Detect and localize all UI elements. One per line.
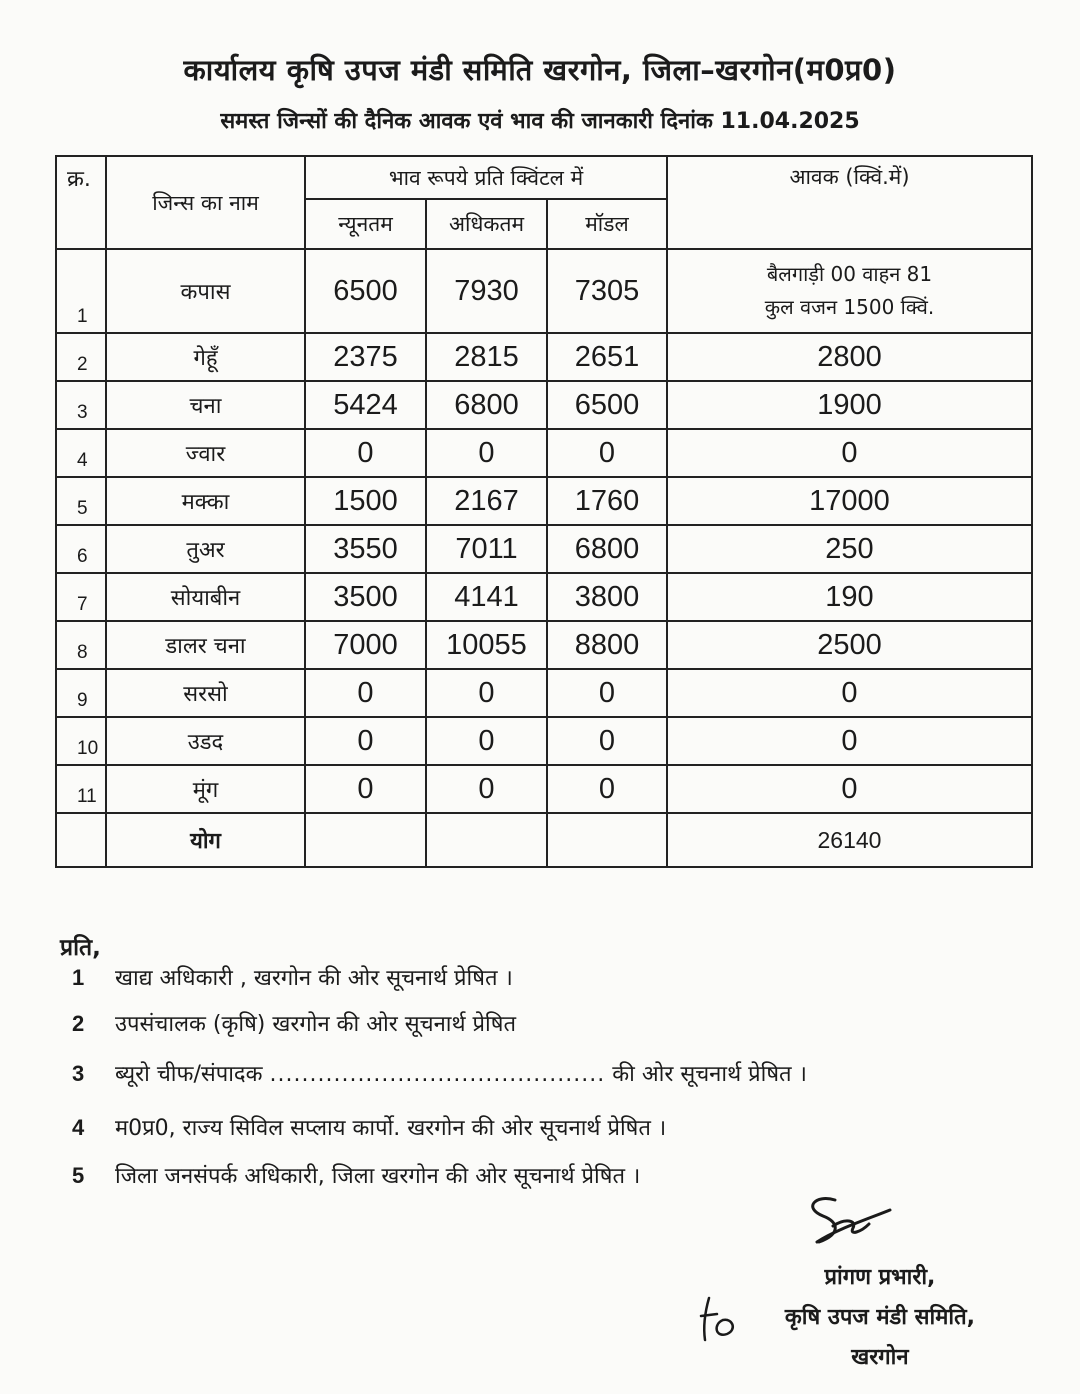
for-officer-mark bbox=[695, 1290, 745, 1345]
row-modal: 0 bbox=[547, 669, 667, 717]
row-arrival: 2500 bbox=[667, 621, 1032, 669]
row-serial: 11 bbox=[56, 765, 106, 813]
recipient-fill-dots: .......................................... bbox=[269, 1062, 606, 1087]
row-arrival: 0 bbox=[667, 765, 1032, 813]
row-min: 7000 bbox=[305, 621, 426, 669]
row-serial: 5 bbox=[56, 477, 106, 525]
total-min-empty bbox=[305, 813, 426, 867]
row-modal: 6800 bbox=[547, 525, 667, 573]
row-commodity: सोयाबीन bbox=[106, 573, 305, 621]
recipient-text: म0प्र0, राज्य सिविल सप्लाय कार्पो. खरगोन की ओर सूचनार्थ प्रेषित । bbox=[115, 1116, 667, 1141]
row-serial: 9 bbox=[56, 669, 106, 717]
total-row bbox=[56, 813, 1032, 867]
row-arrival: 1900 bbox=[667, 381, 1032, 429]
row-max: 0 bbox=[426, 717, 547, 765]
row-modal: 1760 bbox=[547, 477, 667, 525]
row-max: 0 bbox=[426, 765, 547, 813]
signoff-organization: कृषि उपज मंडी समिति, bbox=[784, 1305, 975, 1330]
header-name: जिन्स का नाम bbox=[106, 156, 305, 249]
recipient-item bbox=[72, 1008, 516, 1038]
row-modal: 7305 bbox=[547, 249, 667, 333]
signoff-designation: प्रांगण प्रभारी, bbox=[824, 1265, 936, 1290]
recipient-text: उपसंचालक (कृषि) खरगोन की ओर सूचनार्थ प्रेषित bbox=[115, 1012, 517, 1037]
row-min: 0 bbox=[305, 765, 426, 813]
recipient-text: खाद्य अधिकारी , खरगोन की ओर सूचनार्थ प्रेषित । bbox=[115, 966, 513, 991]
row-arrival: 250 bbox=[667, 525, 1032, 573]
row-min: 0 bbox=[305, 429, 426, 477]
row-min: 5424 bbox=[305, 381, 426, 429]
row-min: 2375 bbox=[305, 333, 426, 381]
header-price-group: भाव रूपये प्रति क्विंटल में bbox=[305, 156, 667, 199]
header-serial: क्र. bbox=[56, 156, 106, 249]
row-serial: 1 bbox=[56, 249, 106, 333]
row-modal: 0 bbox=[547, 765, 667, 813]
row-min: 0 bbox=[305, 717, 426, 765]
table-row bbox=[56, 249, 1032, 333]
header-modal: मॉडल bbox=[547, 199, 667, 249]
row-min: 1500 bbox=[305, 477, 426, 525]
row-arrival: 0 bbox=[667, 669, 1032, 717]
recipients-heading: प्रति, bbox=[60, 935, 101, 961]
table-row bbox=[56, 717, 1032, 765]
row-serial: 3 bbox=[56, 381, 106, 429]
row-serial: 2 bbox=[56, 333, 106, 381]
row-modal: 3800 bbox=[547, 573, 667, 621]
row-max: 4141 bbox=[426, 573, 547, 621]
row-serial: 4 bbox=[56, 429, 106, 477]
total-max-empty bbox=[426, 813, 547, 867]
document-subtitle: समस्त जिन्सों की दैनिक आवक एवं भाव की जानकारी दिनांक 11.04.2025 bbox=[220, 109, 860, 134]
rates-table bbox=[55, 155, 1033, 868]
row-commodity: चना bbox=[106, 381, 305, 429]
header-arrival: आवक (क्विं.में) bbox=[667, 156, 1032, 249]
table-row bbox=[56, 429, 1032, 477]
header-max: अधिकतम bbox=[426, 199, 547, 249]
table-row bbox=[56, 765, 1032, 813]
row-commodity: कपास bbox=[106, 249, 305, 333]
row-arrival: 17000 bbox=[667, 477, 1032, 525]
arrival-vehicles: बैलगाड़ी 00 वाहन 81 bbox=[766, 262, 933, 286]
row-modal: 0 bbox=[547, 717, 667, 765]
row-max: 2815 bbox=[426, 333, 547, 381]
row-max: 0 bbox=[426, 669, 547, 717]
total-arrival: 26140 bbox=[667, 813, 1032, 867]
table-row bbox=[56, 621, 1032, 669]
recipient-item bbox=[72, 962, 513, 992]
row-min: 3500 bbox=[305, 573, 426, 621]
row-commodity: ज्वार bbox=[106, 429, 305, 477]
recipient-number: 4 bbox=[72, 1115, 85, 1140]
table-row bbox=[56, 525, 1032, 573]
document-title: कार्यालय कृषि उपज मंडी समिति खरगोन, जिला–खरगोन(म0प्र0) bbox=[183, 53, 897, 87]
row-max: 7930 bbox=[426, 249, 547, 333]
signoff-block bbox=[785, 1258, 975, 1378]
row-modal: 0 bbox=[547, 429, 667, 477]
row-serial: 7 bbox=[56, 573, 106, 621]
recipient-item bbox=[72, 1160, 640, 1190]
row-commodity: मक्का bbox=[106, 477, 305, 525]
row-commodity: उडद bbox=[106, 717, 305, 765]
recipient-text-b: की ओर सूचनार्थ प्रेषित । bbox=[612, 1062, 807, 1087]
table-row bbox=[56, 477, 1032, 525]
signoff-place: खरगोन bbox=[851, 1345, 909, 1370]
row-serial: 10 bbox=[56, 717, 106, 765]
table-row bbox=[56, 669, 1032, 717]
signature-mark bbox=[795, 1190, 905, 1260]
header-row bbox=[56, 156, 1032, 199]
row-commodity: सरसो bbox=[106, 669, 305, 717]
row-max: 7011 bbox=[426, 525, 547, 573]
row-commodity: मूंग bbox=[106, 765, 305, 813]
recipient-item bbox=[72, 1058, 807, 1088]
row-modal: 6500 bbox=[547, 381, 667, 429]
row-arrival: 0 bbox=[667, 717, 1032, 765]
row-arrival: 190 bbox=[667, 573, 1032, 621]
table-row bbox=[56, 381, 1032, 429]
row-arrival bbox=[667, 249, 1032, 333]
row-commodity: डालर चना bbox=[106, 621, 305, 669]
row-min: 3550 bbox=[305, 525, 426, 573]
recipient-item bbox=[72, 1112, 666, 1142]
row-commodity: गेहूँ bbox=[106, 333, 305, 381]
row-serial: 6 bbox=[56, 525, 106, 573]
row-max: 10055 bbox=[426, 621, 547, 669]
recipient-number: 2 bbox=[72, 1011, 85, 1036]
row-arrival: 0 bbox=[667, 429, 1032, 477]
recipient-number: 1 bbox=[72, 965, 85, 990]
recipient-text-a: ब्यूरो चीफ/संपादक bbox=[115, 1062, 263, 1087]
row-commodity: तुअर bbox=[106, 525, 305, 573]
recipient-number: 3 bbox=[72, 1061, 85, 1086]
table-row bbox=[56, 333, 1032, 381]
arrival-weight: कुल वजन 1500 क्विं. bbox=[764, 295, 935, 319]
row-serial: 8 bbox=[56, 621, 106, 669]
row-min: 0 bbox=[305, 669, 426, 717]
total-serial-empty bbox=[56, 813, 106, 867]
recipient-number: 5 bbox=[72, 1163, 85, 1188]
header-min: न्यूनतम bbox=[305, 199, 426, 249]
table-row bbox=[56, 573, 1032, 621]
row-modal: 8800 bbox=[547, 621, 667, 669]
recipient-text: जिला जनसंपर्क अधिकारी, जिला खरगोन की ओर सूचनार्थ प्रेषित । bbox=[115, 1164, 641, 1189]
row-max: 0 bbox=[426, 429, 547, 477]
row-max: 2167 bbox=[426, 477, 547, 525]
total-modal-empty bbox=[547, 813, 667, 867]
total-label: योग bbox=[106, 813, 305, 867]
row-min: 6500 bbox=[305, 249, 426, 333]
row-arrival: 2800 bbox=[667, 333, 1032, 381]
row-modal: 2651 bbox=[547, 333, 667, 381]
row-max: 6800 bbox=[426, 381, 547, 429]
